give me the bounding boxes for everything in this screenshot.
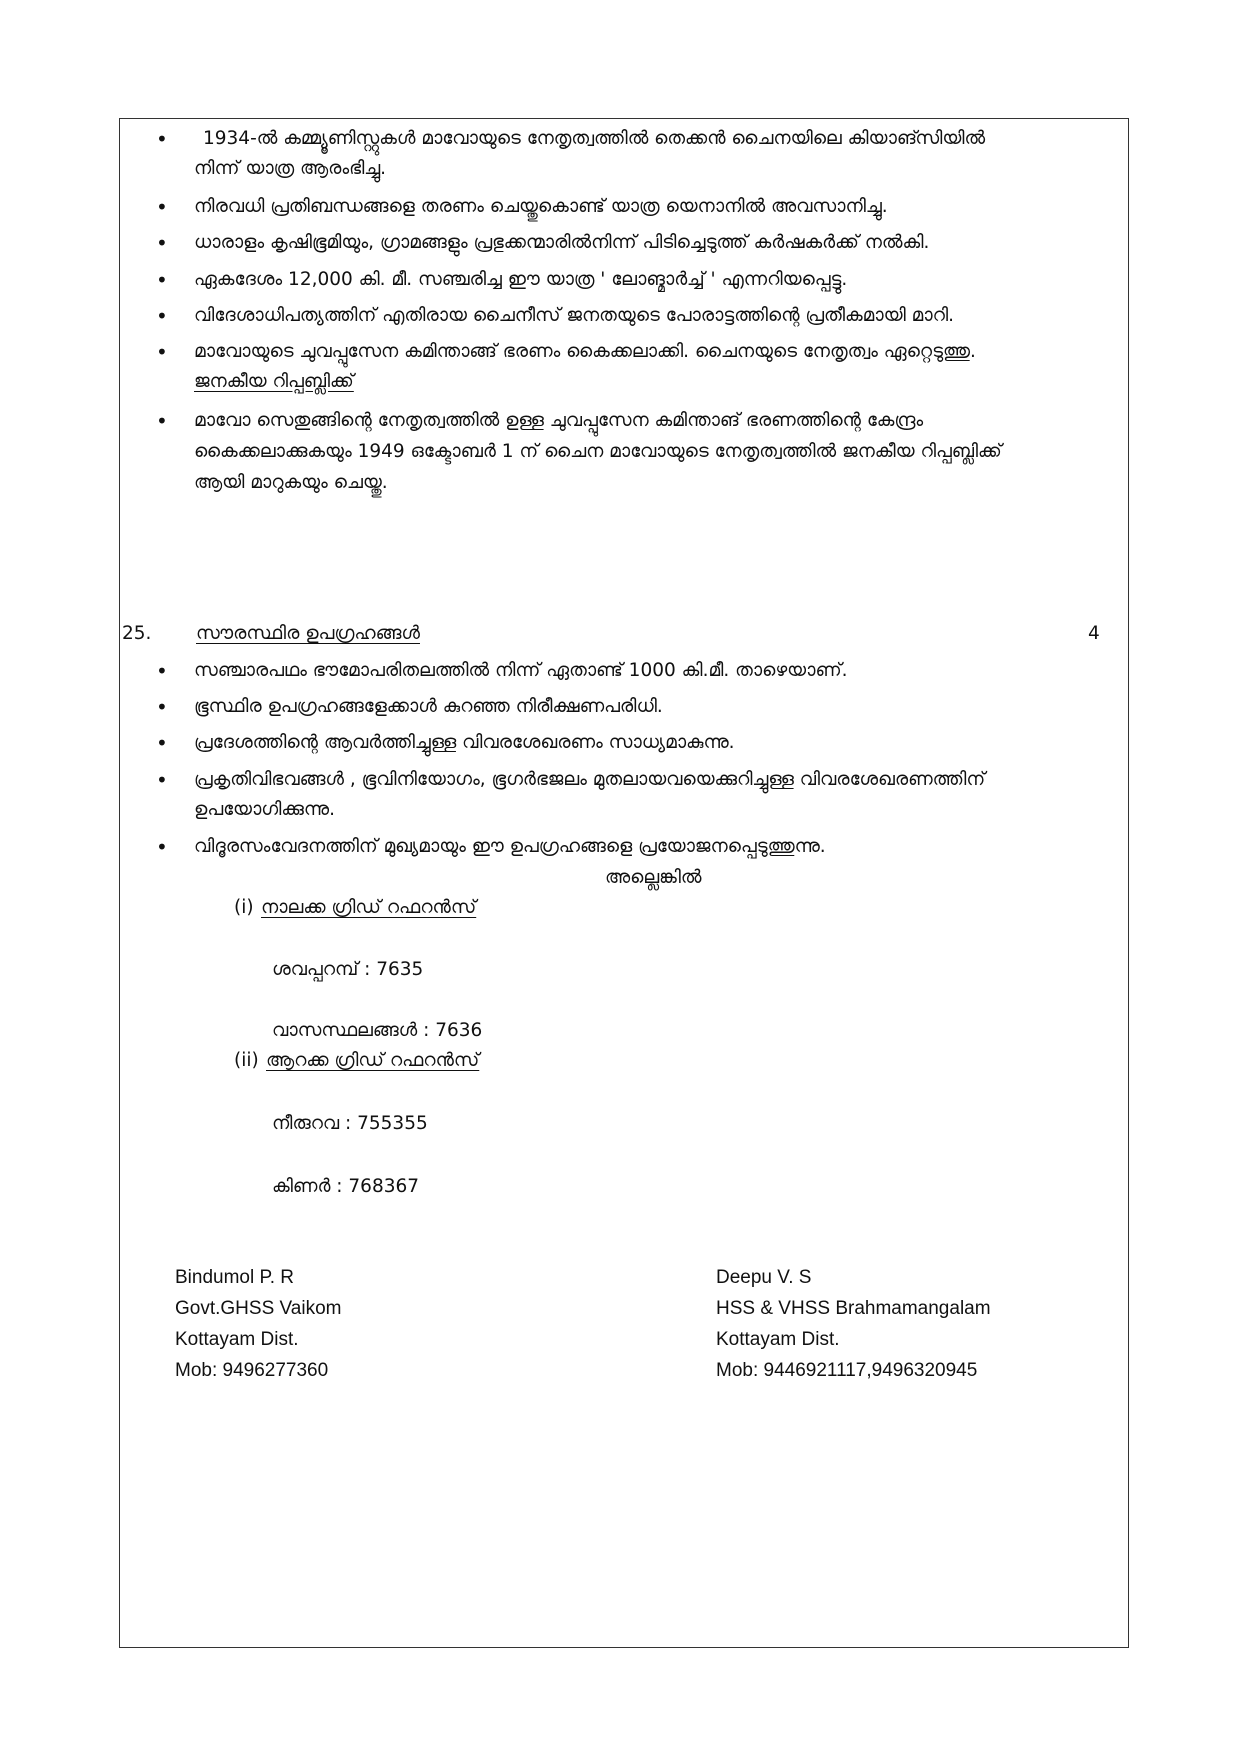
author-phone: Mob: 9446921117,9496320945 (716, 1360, 978, 1381)
sub-ii-title: ആറക്ക ഗ്രിഡ് റഫറൻസ് (266, 1050, 480, 1071)
question-title: സൗരസ്ഥിര ഉപഗ്രഹങ്ങൾ (196, 623, 420, 644)
bullet-line: സഞ്ചാരപഥം ഭൗമോപരിതലത്തിൽ നിന്ന് ഏതാണ്ട് 1000 കി.മീ. താഴെയാണ്. (194, 660, 848, 681)
bullet-line: 1934-ൽ കമ്മ്യൂണിസ്റ്റുകൾ മാവോയുടെ നേതൃത്വത്തിൽ തെക്കൻ ചൈനയിലെ കിയാങ്സിയിൽ (203, 128, 986, 149)
bullet-line: പ്രദേശത്തിന്റെ ആവർത്തിച്ചുള്ള വിവരശേഖരണം സാധ്യമാകുന്നു. (194, 732, 735, 753)
bullet: • (156, 231, 168, 255)
author-district: Kottayam Dist. (175, 1329, 299, 1350)
grid-ref-item: ശവപ്പറമ്പ് : 7635 (272, 959, 424, 980)
bullet-line: വിദേശാധിപത്യത്തിന് എതിരായ ചൈനീസ് ജനതയുടെ പോരാട്ടത്തിന്റെ പ്രതീകമായി മാറി. (194, 305, 955, 326)
bullet: • (156, 768, 168, 792)
sub-ii-number: (ii) (234, 1050, 259, 1071)
author-school: Govt.GHSS Vaikom (175, 1298, 342, 1319)
bullet-line: മാവോ സെതുങ്ങിന്റെ നേതൃത്വത്തിൽ ഉള്ള ചുവപ്പുസേന കമിന്താങ് ഭരണത്തിന്റെ കേന്ദ്രം (194, 410, 924, 431)
bullet-line: നിന്ന് യാത്ര ആരംഭിച്ചു. (194, 158, 387, 179)
bullet-line: ഉപയോഗിക്കുന്നു. (194, 799, 336, 820)
bullet-line: ഭൂസ്ഥിര ഉപഗ്രഹങ്ങളേക്കാൾ കുറഞ്ഞ നിരീക്ഷണപരിധി. (194, 696, 663, 717)
question-marks: 4 (1088, 623, 1100, 644)
bullet: • (156, 409, 168, 433)
question-number: 25. (122, 623, 152, 644)
bullet: • (156, 695, 168, 719)
bullet: • (156, 659, 168, 683)
bullet-line: ആയി മാറുകയും ചെയ്തു. (194, 472, 388, 493)
grid-ref-item: വാസസ്ഥലങ്ങൾ : 7636 (272, 1020, 483, 1041)
bullet-line: മാവോയുടെ ചുവപ്പുസേന കമിന്താങ്ങ് ഭരണം കൈക്കലാക്കി. ചൈനയുടെ നേതൃത്വം ഏറ്റെടുത്തു. (194, 341, 976, 362)
bullet: • (156, 304, 168, 328)
author-name: Bindumol P. R (175, 1267, 294, 1288)
bullet-line: വിദൂരസംവേദനത്തിന് മുഖ്യമായും ഈ ഉപഗ്രഹങ്ങളെ പ്രയോജനപ്പെടുത്തുന്നു. (194, 836, 826, 857)
bullet: • (156, 731, 168, 755)
author-school: HSS & VHSS Brahmamangalam (716, 1298, 991, 1319)
bullet: • (156, 340, 168, 364)
bullet-line: ജനകീയ റിപ്പബ്ലിക്ക് (194, 371, 354, 392)
bullet: • (156, 127, 168, 151)
sub-i-title: നാലക്ക ഗ്രിഡ് റഫറൻസ് (261, 897, 477, 918)
bullet: • (156, 835, 168, 859)
author-district: Kottayam Dist. (716, 1329, 840, 1350)
grid-ref-item: നീരുറവ : 755355 (272, 1113, 428, 1134)
signature-left (175, 1262, 341, 1386)
bullet-line: നിരവധി പ്രതിബന്ധങ്ങളെ തരണം ചെയ്തുകൊണ്ട് യാത്ര യെനാനിൽ അവസാനിച്ചു. (194, 196, 888, 217)
or-label: അല്ലെങ്കിൽ (605, 867, 702, 888)
bullet: • (156, 195, 168, 219)
bullet: • (156, 268, 168, 292)
bullet-line: ധാരാളം കൃഷിഭൂമിയും, ഗ്രാമങ്ങളും പ്രഭുക്കന്മാരിൽനിന്ന് പിടിച്ചെടുത്ത് കർഷകർക്ക് നൽകി. (194, 232, 930, 253)
sub-i-number: (i) (234, 897, 254, 918)
bullet-line: ഏകദേശം 12,000 കി. മീ. സഞ്ചരിച്ച ഈ യാത്ര ' ലോങ്മാർച്ച് ' എന്നറിയപ്പെട്ടു. (194, 269, 848, 290)
bullet-line: പ്രകൃതിവിഭവങ്ങൾ , ഭൂവിനിയോഗം, ഭൂഗർഭജലം മുതലായവയെക്കുറിച്ചുള്ള വിവരശേഖരണത്തിന് (194, 769, 986, 790)
signature-right (716, 1262, 991, 1386)
author-name: Deepu V. S (716, 1267, 812, 1288)
bullet-line: കൈക്കലാക്കുകയും 1949 ഒക്ടോബർ 1 ന് ചൈന മാവോയുടെ നേതൃത്വത്തിൽ ജനകീയ റിപ്പബ്ലിക്ക് (194, 441, 1002, 462)
grid-ref-item: കിണർ : 768367 (272, 1176, 420, 1197)
author-phone: Mob: 9496277360 (175, 1360, 329, 1381)
